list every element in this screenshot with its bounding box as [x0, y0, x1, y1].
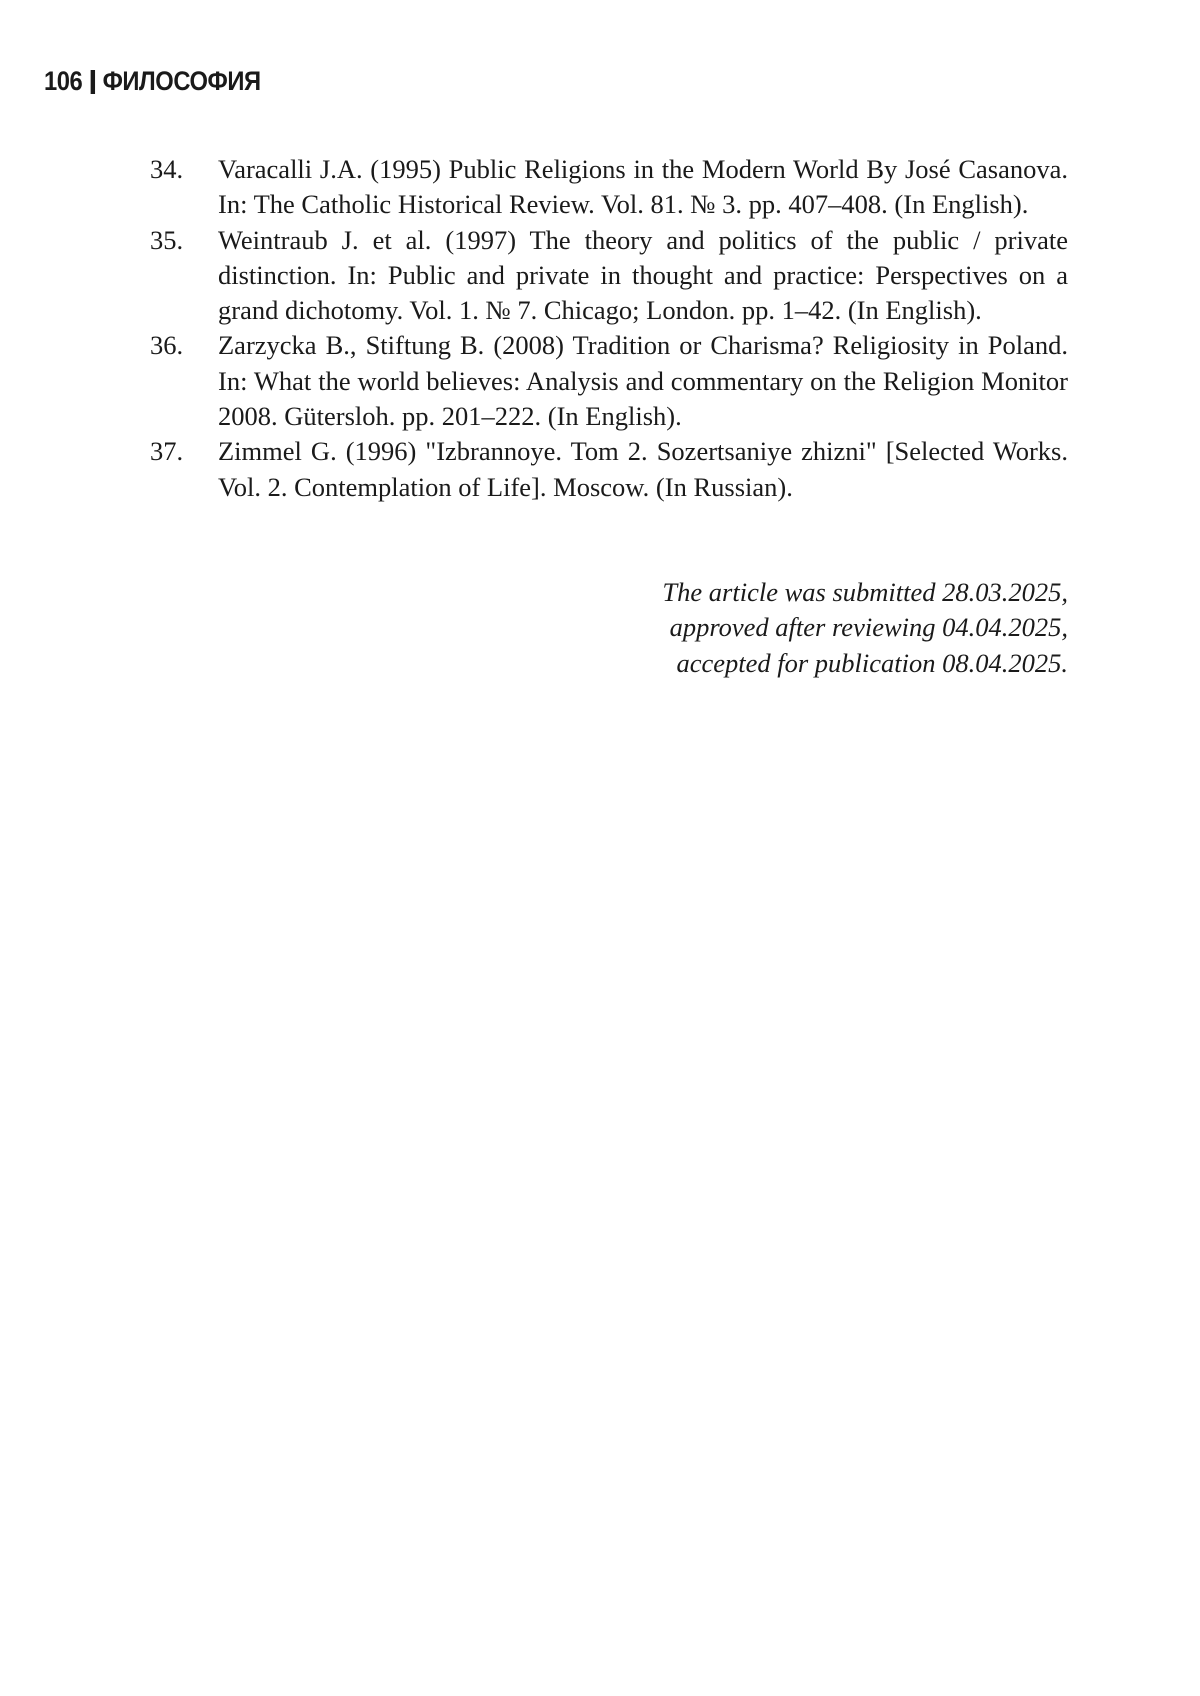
reference-text: Varacalli J.A. (1995) Public Religions in the Modern World By José Casanova. In: The Catholic Historical Review. Vol. 81. № 3. pp. 407–408. (In English). [218, 154, 1068, 220]
submitted-line: The article was submitted 28.03.2025, [662, 577, 1068, 607]
accepted-line: accepted for publication 08.04.2025. [676, 647, 1068, 678]
reference-text: Zarzycka B., Stiftung B. (2008) Tradition or Charisma? Religiosity in Poland. In: What the world believes: Analysis and commentary on the Religion Monitor 2008. Gütersloh. pp. 201–222. (In English). [218, 330, 1068, 432]
reference-number: 36. [150, 330, 184, 361]
approved-line: approved after reviewing 04.04.2025, [669, 612, 1068, 643]
running-head [44, 66, 261, 97]
reference-item [150, 152, 1068, 223]
reference-item [150, 223, 1068, 329]
reference-item [150, 434, 1068, 505]
reference-number: 37. [150, 436, 184, 467]
reference-number: 35. [150, 224, 184, 255]
reference-item [150, 328, 1068, 434]
section-title: ФИЛОСОФИЯ [102, 66, 261, 96]
reference-list [150, 152, 1068, 505]
page-number: 106 [44, 66, 83, 96]
reference-text: Weintraub J. et al. (1997) The theory and politics of the public / private distinction. In: Public and private in thought and practice: Perspectives on a grand dichotomy. Vol. 1. № 7. Chicago; London. pp. 1–42. (In English). [218, 224, 1068, 326]
header-separator [90, 70, 94, 94]
submission-dates [368, 575, 1068, 681]
reference-number: 34. [150, 154, 184, 184]
reference-text: Zimmel G. (1996) "Izbrannoye. Tom 2. Sozertsaniye zhizni" [Selected Works. Vol. 2. Contemplation of Life]. Moscow. (In Russian). [218, 436, 1068, 502]
